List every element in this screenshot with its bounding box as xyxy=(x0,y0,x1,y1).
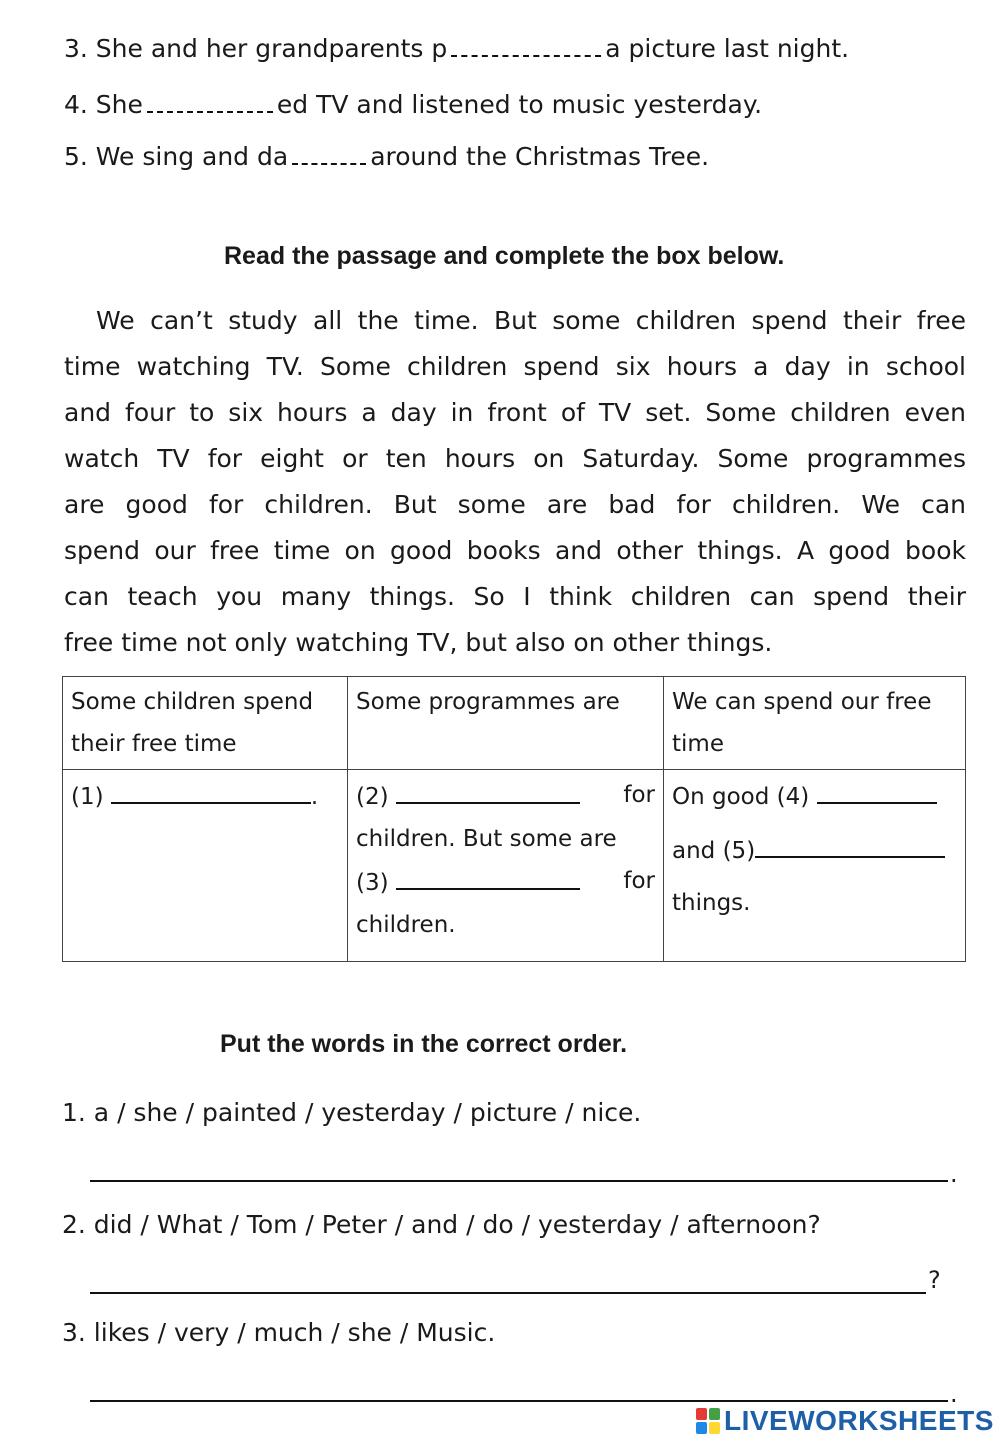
answer-blank-2[interactable] xyxy=(396,774,580,804)
fill-blank-item-3 xyxy=(64,34,849,63)
cell-line xyxy=(672,828,957,872)
answer-line-3[interactable] xyxy=(90,1400,948,1402)
fill-blank-text-after: around the Christmas Tree. xyxy=(370,142,710,171)
table-header-row xyxy=(63,677,966,770)
table-header-cell: We can spend our free time xyxy=(664,677,966,770)
logo-square xyxy=(709,1408,720,1420)
cell-line xyxy=(356,774,655,818)
table-header-cell: Some programmes are xyxy=(348,677,664,770)
reorder-item-1: 1. a / she / painted / yesterday / picture / nice. xyxy=(62,1098,642,1127)
answer-end-mark: ? xyxy=(928,1266,941,1294)
passage-line: free time not only watching TV, but also on other things. xyxy=(64,628,773,657)
passage-line: time watching TV. Some children spend six hours a day in school xyxy=(64,352,966,381)
answer-box-table xyxy=(62,676,966,962)
answer-blank-5[interactable] xyxy=(755,828,945,858)
liveworksheets-logo xyxy=(696,1405,994,1437)
fill-blank-text-before: 4. She xyxy=(64,90,143,119)
liveworksheets-logo-icon xyxy=(696,1408,720,1434)
cell-line: children. xyxy=(356,912,456,938)
table-row xyxy=(63,770,966,962)
cell-text: and (5) xyxy=(672,838,756,864)
logo-square xyxy=(709,1422,720,1434)
logo-text: LIVEWORKSHEETS xyxy=(724,1405,994,1436)
passage-line: watch TV for eight or ten hours on Saturday. Some programmes xyxy=(64,444,966,473)
passage-line: We can’t study all the time. But some children spend their free xyxy=(96,306,966,335)
fill-blank-input[interactable] xyxy=(451,37,601,57)
passage-line: and four to six hours a day in front of TV set. Some children even xyxy=(64,398,966,427)
answer-line-2[interactable] xyxy=(90,1292,926,1294)
table-header-cell: Some children spend their free time xyxy=(63,677,348,770)
answer-blank-4[interactable] xyxy=(817,774,937,804)
fill-blank-text-after: ed TV and listened to music yesterday. xyxy=(276,90,763,119)
passage-line: can teach you many things. So I think children can spend their xyxy=(64,582,966,611)
answer-blank-3[interactable] xyxy=(396,860,580,890)
reading-heading: Read the passage and complete the box below. xyxy=(224,242,785,270)
passage-line: spend our free time on good books and other things. A good book xyxy=(64,536,966,565)
reorder-item-3: 3. likes / very / much / she / Music. xyxy=(62,1318,496,1347)
table-cell-col2 xyxy=(348,770,664,962)
fill-blank-input[interactable] xyxy=(147,93,273,113)
cell-line xyxy=(672,774,957,818)
cell-line: things. xyxy=(672,890,751,916)
cell-text: On good (4) xyxy=(672,784,810,810)
cell-text: for xyxy=(623,868,655,894)
table-cell-col3 xyxy=(664,770,966,962)
blank-number-label: (3) xyxy=(356,870,389,896)
fill-blank-item-5 xyxy=(64,142,709,171)
cell-text: for xyxy=(623,782,655,808)
blank-number-label: (2) xyxy=(356,784,389,810)
cell-line xyxy=(356,860,655,904)
period: . xyxy=(310,784,319,810)
answer-end-mark: . xyxy=(950,1160,958,1188)
answer-blank-1[interactable] xyxy=(111,774,311,804)
logo-square xyxy=(696,1422,707,1434)
passage-line: are good for children. But some are bad for children. We can xyxy=(64,490,966,519)
reorder-heading: Put the words in the correct order. xyxy=(220,1030,628,1058)
answer-line-1[interactable] xyxy=(90,1180,948,1182)
cell-line: children. But some are xyxy=(356,826,617,852)
table-cell-col1 xyxy=(63,770,348,962)
fill-blank-input[interactable] xyxy=(292,145,366,165)
answer-end-mark: . xyxy=(950,1380,958,1408)
fill-blank-text-after: a picture last night. xyxy=(605,34,850,63)
fill-blank-text-before: 5. We sing and da xyxy=(64,142,289,171)
fill-blank-text-before: 3. She and her grandparents p xyxy=(64,34,448,63)
blank-number-label: (1) xyxy=(71,784,104,810)
logo-square xyxy=(696,1408,707,1420)
fill-blank-item-4 xyxy=(64,90,762,119)
reorder-item-2: 2. did / What / Tom / Peter / and / do / yesterday / afternoon? xyxy=(62,1210,821,1239)
